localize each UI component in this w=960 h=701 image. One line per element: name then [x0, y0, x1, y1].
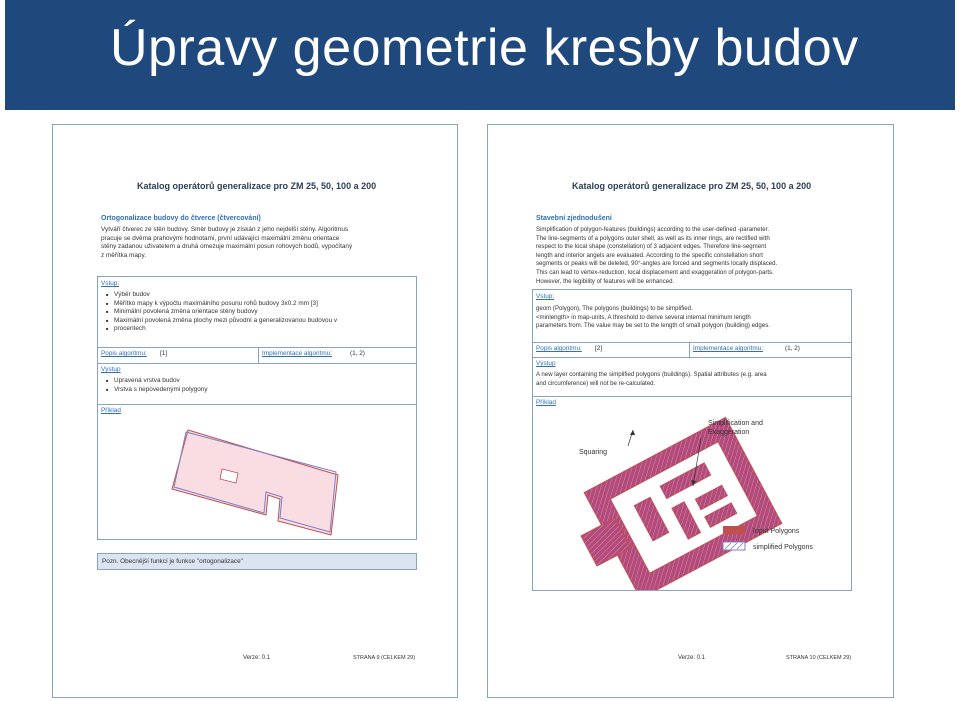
building-frame: [584, 417, 782, 590]
divider: [98, 347, 416, 348]
list-item: ■ Minimální povolená změna orientace stěny budovy: [106, 308, 337, 317]
catalog-page-left: [52, 124, 458, 698]
squaring-example-figure: [98, 417, 416, 539]
slide-title: Úpravy geometrie kresby budov: [110, 19, 859, 77]
legend-input: Input Polygons: [753, 528, 800, 535]
section-description: Simplification of polygon-features (buildings) according to the user-defined -parameter. The line-segments of a polygons outer shell, as well as its inner rings, are rectified with respect to the local shape (constellation) of 3 adjacent edges. Therefore line-segment length and interior angels are evaluated. According to the specific constellation short segments or peaks will be deleted, 90°-angles are forced and segments locally displaced. This can lead to vertex-reduction, local displacement and exaggeration of polygon-parts. However, the legibility of features will be enhanced.: [536, 226, 778, 285]
attribute-table: [97, 276, 417, 540]
divider: [98, 404, 416, 405]
example-label: Příklad: [536, 399, 556, 406]
version-label: Verze: 0.1: [243, 655, 271, 661]
divider: [98, 363, 416, 364]
impl-label: Implementace algoritmu:: [262, 350, 332, 357]
divider: [533, 342, 851, 343]
list-item: ■ Upravená vrstva budov: [106, 377, 208, 386]
page-number: STRANA 10 (CELKEM 29): [786, 655, 852, 661]
input-list: [106, 291, 337, 334]
impl-value: (1, 2): [350, 350, 365, 357]
section-title: Stavební zjednodušení: [536, 215, 612, 222]
list-item: ■ Maximální povolená změna plochy mezi původní a generalizovanou budovou v: [106, 317, 337, 326]
simplification-example-figure: [533, 408, 851, 590]
page-number: STRANA 9 (CELKEM 29): [353, 655, 416, 661]
output-label: Výstup: [536, 360, 556, 367]
list-item: ■ Měřítko mapy k výpočtu maximálního posunu rohů budovy 3x0.2 mm [3]: [106, 300, 337, 309]
legend-simplified: simplified Polygons: [753, 544, 813, 551]
note-box: [97, 553, 417, 570]
output-label: Výstup: [101, 366, 121, 373]
building-polygon: [172, 430, 338, 535]
output-description: A new layer containing the simplified polygons (buildings). Spatial attributes (e.g. area and circumference) will not be re-calculated.: [536, 371, 767, 387]
divider: [689, 342, 690, 357]
page-header: Katalog operátorů generalizace pro ZM 25, 50, 100 a 200: [572, 181, 812, 191]
algo-value: [2]: [595, 345, 603, 352]
page-header: Katalog operátorů generalizace pro ZM 25, 50, 100 a 200: [137, 181, 377, 191]
note-text: Pozn. Obecnější funkcí je funkce "ortogonalizace": [102, 558, 243, 565]
annotation-simplification: Simplification and: [708, 420, 763, 427]
divider: [533, 357, 851, 358]
list-item: ■ Vrstva s nepovedenými polygony: [106, 386, 208, 395]
example-label: Příklad: [101, 407, 121, 414]
attribute-table: [532, 289, 852, 591]
impl-label: Implementace algoritmu:: [693, 345, 763, 352]
section-description: Vytváří čtverec ze stěn budovy. Směr budovy je získán z jeho nejdelší stěny. Algoritmus pracuje se dvěma prahovými hodnotami, první udávající maximální změnu orientace stěny zadanou uživatelem a druhá omezuje maximální posun rohových bodů, vypočítaný z měřítka mapy.: [101, 226, 353, 259]
algo-label: Popis algoritmu:: [536, 345, 582, 352]
impl-value: (1, 2): [785, 345, 800, 352]
legend-swatch-input: [723, 526, 745, 534]
list-item: ■ procentech: [106, 325, 337, 334]
section-title: Ortogonalizace budovy do čtverce (čtvercování): [101, 215, 261, 222]
output-list: [106, 377, 208, 394]
algo-label: Popis algoritmu:: [101, 350, 147, 357]
slide-title-bar: [5, 0, 955, 110]
input-label: Vstup:: [101, 280, 120, 287]
version-label: Verze: 0.1: [678, 655, 706, 661]
annotation-exaggeration: Exaggeration: [708, 429, 750, 436]
annotation-squaring: Squaring: [579, 449, 608, 456]
divider: [258, 347, 259, 363]
input-description: geom (Polygon), The polygons (buildings) to be simplified. <minlength> in map-units, A threshold to derive several internal minimum length parameters from. The value may be set to the length of small polygon (building) edges.: [536, 305, 770, 330]
catalog-page-right: [487, 124, 894, 698]
divider: [533, 396, 851, 397]
input-label: Vstup:: [536, 293, 555, 300]
algo-value: [1]: [160, 350, 168, 357]
list-item: ■ Výběr budov: [106, 291, 337, 300]
